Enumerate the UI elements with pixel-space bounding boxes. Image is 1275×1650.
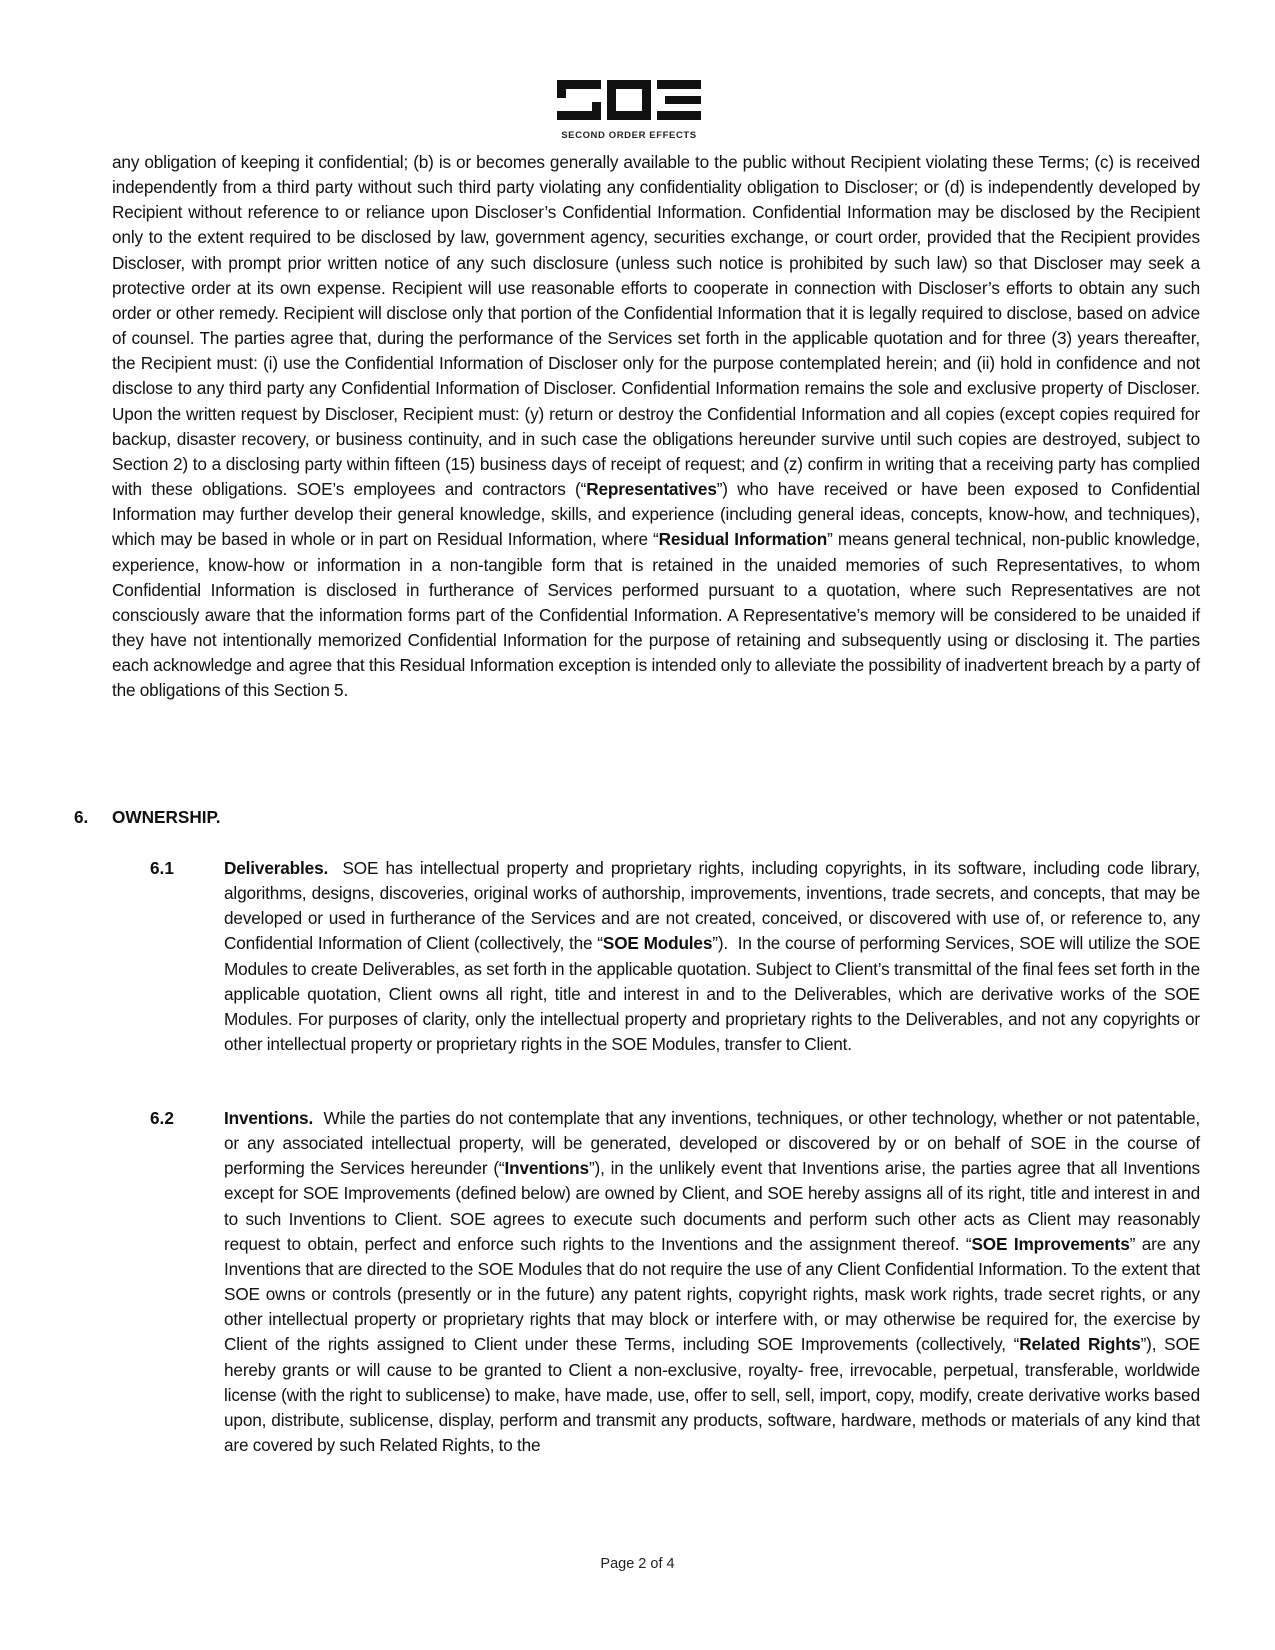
paragraph-text: ”) who have received or have been exposed to Confidential Information may further develop their general knowledge, skills, and experience (including general ideas, concepts, know-how, and techniques), which may be based in whole or in part on Residual Information, where “ bbox=[112, 479, 1200, 550]
defined-term: Inventions bbox=[504, 1158, 589, 1179]
paragraph-text: ” are any Inventions that are directed to the SOE Modules that do not require the use of any Client Confidential Information. To the extent that SOE owns or controls (presently or in the future) any patent rights, copyright rights, mask work rights, trade secret rights, or any other intellectual property or proprietary rights that may block or interfere with, or may otherwise be required for, the exercise by Client of the rights assigned to Client under these Terms, including SOE Improvements (collectively, “ bbox=[224, 1233, 1200, 1355]
paragraph-text: ” means general technical, non-public knowledge, experience, know-how or information in a non-tangible form that is retained in the unaided memories of such Representatives, to whom Confidential Information is disclosed in furtherance of Services performed pursuant to a quotation, where such Representatives are not consciously aware that the information forms part of the Confidential Information. A Representative’s memory will be considered to be unaided if they have not intentionally memorized Confidential Information for the purpose of retaining and subsequently using or disclosing it. The parties each acknowledge and agree that this Residual Information exception is intended only to alleviate the possibility of inadvertent breach by a party of the obligations of this Section 5. bbox=[112, 529, 1200, 701]
section-number: 6. bbox=[74, 807, 89, 827]
defined-term: Related Rights bbox=[1019, 1334, 1141, 1355]
defined-term: Residual Information bbox=[658, 529, 828, 550]
paragraph-text: ”), in the unlikely event that Inventions arise, the parties agree that all Inventions except for SOE Improvements (defined below) are owned by Client, and SOE hereby assigns all of its right, title and interest in and to such Inventions to Client. SOE agrees to execute such documents and perform such other acts as Client may reasonably request to obtain, perfect and enforce such rights to the Inventions and the assignment thereof. “ bbox=[224, 1158, 1200, 1254]
subsection-title: Deliverables. bbox=[224, 858, 329, 878]
subsection-number: 6.1 bbox=[150, 858, 174, 878]
paragraph-text: While the parties do not contemplate that any inventions, techniques, or other technology, whether or not patentable, or any associated intellectual property, will be generated, developed or discovered by or on behalf of SOE in the course of performing the Services hereunder (“ bbox=[224, 1108, 1205, 1179]
paragraph-text: ”). In the course of performing Services, SOE will utilize the SOE Modules to create Deliverables, as set forth in the applicable quotation. Subject to Client’s transmittal of the final fees set forth in the applicable quotation, Client owns all right, title and interest in and to the Deliverables, which are derivative works of the SOE Modules. For purposes of clarity, only the intellectual property and proprietary rights to the Deliverables, and not any copyrights or other intellectual property or proprietary rights in the SOE Modules, transfer to Client. bbox=[224, 933, 1205, 1055]
subsection-deliverables bbox=[224, 856, 1205, 1057]
subsection-number: 6.2 bbox=[150, 1108, 174, 1128]
subsection-inventions bbox=[224, 1106, 1205, 1458]
paragraph-text: any obligation of keeping it confidential; (b) is or becomes generally available to the public without Recipient violating these Terms; (c) is received independently from a third party without such third party violating any confidentiality obligation to Discloser; or (d) is independently developed by Recipient without reference to or reliance upon Discloser’s Confidential Information. Confidential Information may be disclosed by the Recipient only to the extent required to be disclosed by law, government agency, securities exchange, or court order, provided that the Recipient provides Discloser, with prompt prior written notice of any such disclosure (unless such notice is prohibited by such law) so that Discloser may seek a protective order at its own expense. Recipient will use reasonable efforts to cooperate in connection with Discloser’s efforts to obtain any such order or other remedy. Recipient will disclose only that portion of the Confidential Information that it is legally required to disclose, based on advice of counsel. The parties agree that, during the performance of the Services set forth in the applicable quotation and for three (3) years thereafter, the Recipient must: (i) use the Confidential Information of Discloser only for the purpose contemplated herein; and (ii) hold in confidence and not disclose to any third party any Confidential Information of Discloser. Confidential Information remains the sole and exclusive property of Discloser. Upon the written request by Discloser, Recipient must: (y) return or destroy the Confidential Information and all copies (except copies required for backup, disaster recovery, or business continuity, and in such case the obligations hereunder survive until such copies are destroyed, subject to Section 2) to a disclosing party within fifteen (15) business days of receipt of request; and (z) confirm in writing that a receiving party has complied with these obligations. SOE’s employees and contractors (“ bbox=[112, 152, 1200, 500]
page-number-footer: Page 2 of 4 bbox=[600, 1556, 675, 1572]
defined-term: Representatives bbox=[586, 479, 717, 500]
defined-term: SOE Modules bbox=[602, 933, 713, 954]
defined-term: SOE Improvements bbox=[971, 1233, 1130, 1254]
section-title: OWNERSHIP. bbox=[112, 807, 221, 827]
logo-tagline: SECOND ORDER EFFECTS bbox=[561, 130, 697, 141]
paragraph-text: SOE has intellectual property and proprietary rights, including copyrights, in its software, including code library, algorithms, designs, discoveries, original works of authorship, improvements, inventions, trade secrets, and concepts, that may be developed or used in furtherance of the Services and are not created, conceived, or discovered with use of, or reference to, any Confidential Information of Client (collectively, the “ bbox=[224, 858, 1205, 954]
subsection-title: Inventions. bbox=[224, 1108, 314, 1128]
soe-logo-icon bbox=[557, 80, 701, 120]
soe-logo bbox=[554, 80, 704, 144]
paragraph-text: ”), SOE hereby grants or will cause to be granted to Client a non-exclusive, royalty- free, irrevocable, perpetual, transferable, worldwide license (with the right to sublicense) to make, have made, use, offer to sell, sell, import, copy, modify, create derivative works based upon, distribute, sublicense, display, perform and transmit any products, software, hardware, methods or materials of any kind that are covered by such Related Rights, to the bbox=[224, 1334, 1201, 1456]
confidentiality-continued-paragraph bbox=[112, 150, 1200, 703]
